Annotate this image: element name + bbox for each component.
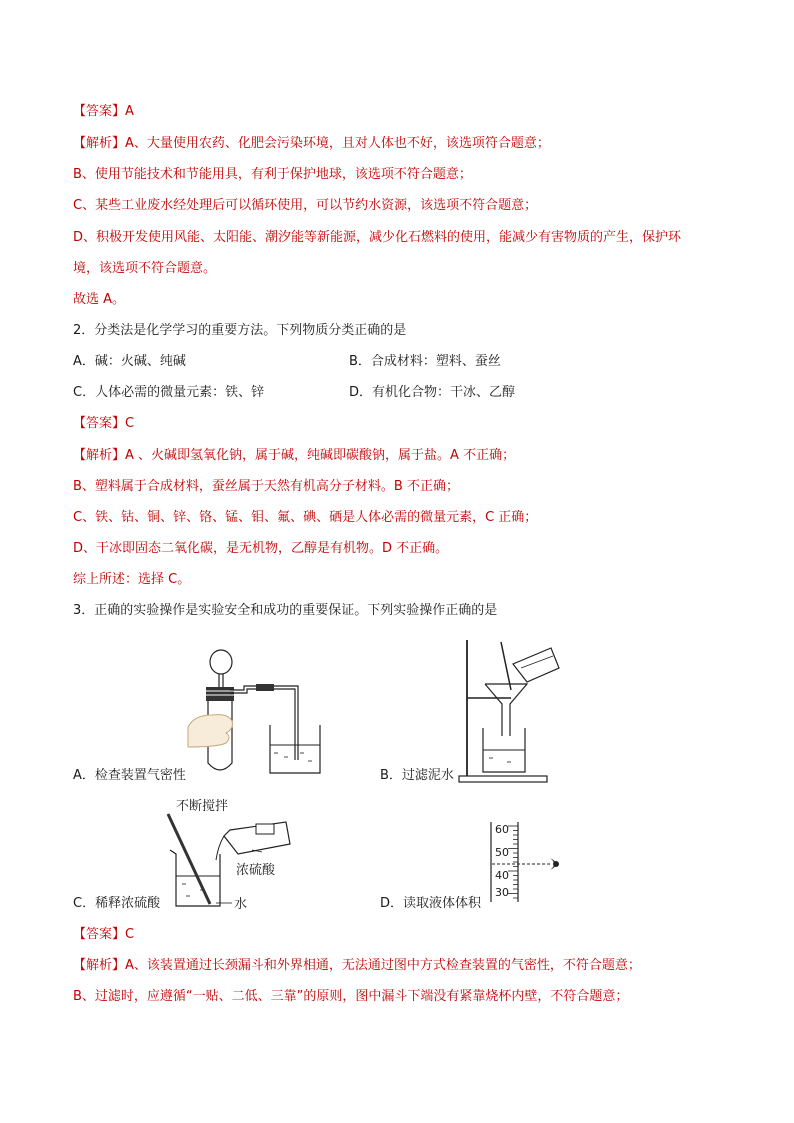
answer-tag: 【答案】 [73,416,126,431]
q3-option-a: A．检查装置气密性 [73,768,186,783]
q1-analysis-a [73,134,550,154]
label-stir: 不断搅拌 [176,799,229,814]
q2-option-b: B．合成材料：塑料、蚕丝 [349,354,501,369]
q2-analysis-c: C、铁、钴、铜、锌、铬、锰、钼、氟、碘、硒是人体必需的微量元素，C 正确； [73,510,538,525]
analysis-text: A、大量使用农药、化肥会污染环境，且对人体也不好，该选项符合题意； [125,136,550,151]
tick-label-60: 60 [495,823,509,836]
q2-analysis-b: B、塑料属于合成材料，蚕丝属于天然有机高分子材料。B 不正确； [73,479,459,494]
q3-analysis-a [73,956,641,976]
q3-analysis-b: B、过滤时，应遵循“一贴、二低、三靠”的原则，图中漏斗下端没有紧靠烧杯内壁，不符合题意； [73,989,629,1004]
q1-analysis-d2: 境，该选项不符合题意。 [73,261,217,276]
q1-analysis-d1: D、积极开发使用风能、太阳能、潮汐能等新能源，减少化石燃料的使用，能减少有害物质的产生，保护环 [73,230,682,245]
q2-option-d: D．有机化合物：干冰、乙醇 [349,385,516,400]
q3-answer-line [73,925,134,945]
answer-value: A [125,104,134,119]
q1-conclusion: 故选 A。 [73,292,126,307]
q2-analysis-d: D、干冰即固态二氧化碳，是无机物，乙醇是有机物。D 不正确。 [73,541,449,556]
tick-label-50: 50 [495,846,509,859]
analysis-tag: 【解析】 [73,136,126,151]
tick-label-40: 40 [495,869,509,882]
q2-option-c: C．人体必需的微量元素：铁、锌 [73,385,265,400]
q2-conclusion: 综上所述：选择 C。 [73,572,191,587]
q2-option-a: A．碱：火碱、纯碱 [73,354,186,369]
analysis-text: A、该装置通过长颈漏斗和外界相通，无法通过图中方式检查装置的气密性，不符合题意； [125,958,641,973]
q2-answer-line [73,414,134,434]
figure-filtration [455,638,565,788]
q3-option-b: B．过滤泥水 [380,768,454,783]
answer-value: C [125,927,135,942]
q3-stem: 3．正确的实验操作是实验安全和成功的重要保证。下列实验操作正确的是 [73,603,498,618]
q1-analysis-b: B、使用节能技术和节能用具，有利于保护地球，该选项不符合题意； [73,167,472,182]
answer-value: C [125,416,135,431]
analysis-text: A 、火碱即氢氧化钠，属于碱，纯碱即碳酸钠，属于盐。A 不正确； [125,448,516,463]
answer-tag: 【答案】 [73,104,126,119]
figure-airtightness-check [188,645,328,775]
label-water: 水 [234,897,248,912]
q1-answer-line [73,102,134,122]
figure-dilution [160,800,310,915]
analysis-tag: 【解析】 [73,958,126,973]
analysis-tag: 【解析】 [73,448,126,463]
answer-tag: 【答案】 [73,927,126,942]
q3-option-d: D．读取液体体积 [380,896,482,911]
q1-analysis-c: C、某些工业废水经处理后可以循环使用，可以节约水资源，该选项不符合题意； [73,198,538,213]
tick-label-30: 30 [495,886,509,899]
q2-analysis-a [73,446,515,466]
q2-stem: 2．分类法是化学学习的重要方法。下列物质分类正确的是 [73,323,407,338]
q3-option-c: C．稀释浓硫酸 [73,896,161,911]
label-concentrated-acid: 浓硫酸 [236,863,276,878]
figure-graduated-cylinder [488,818,573,906]
